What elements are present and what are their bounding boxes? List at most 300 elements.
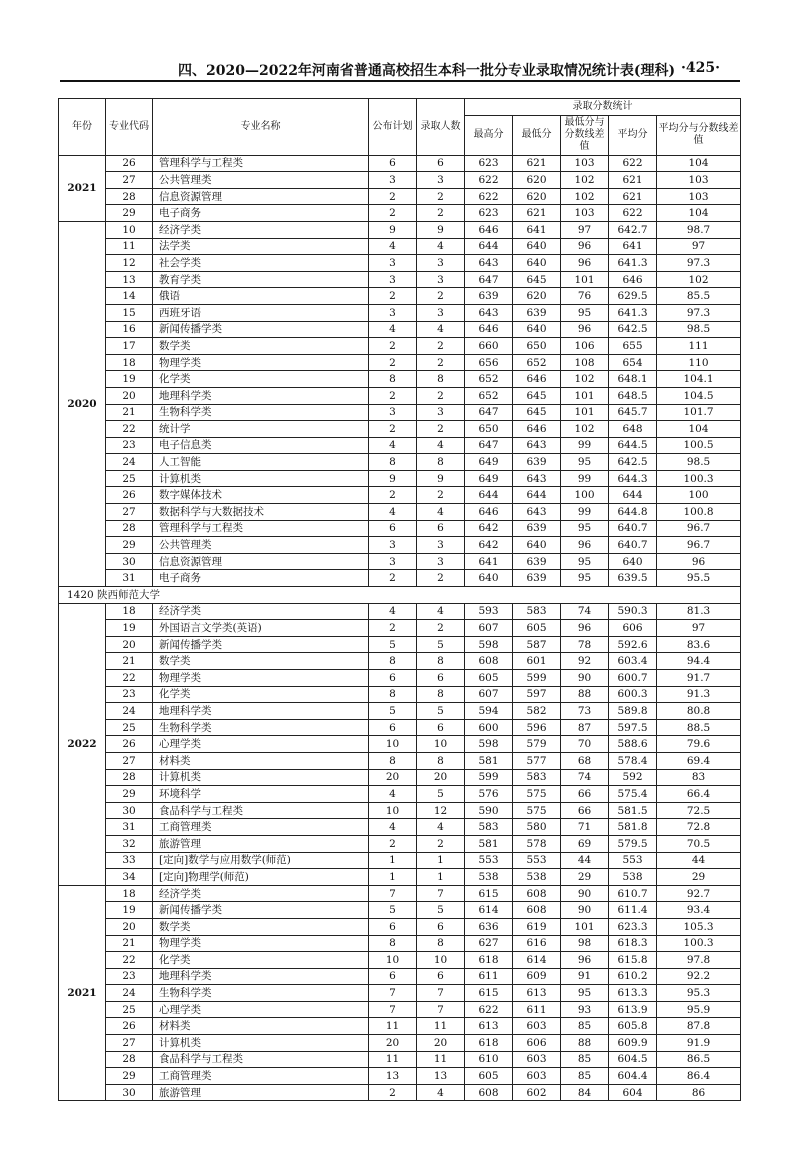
min-cell: 620	[513, 172, 561, 189]
plan-cell: 5	[369, 902, 417, 919]
min-cell: 643	[513, 437, 561, 454]
major-cell: 管理科学与工程类	[153, 155, 369, 172]
major-cell: 公共管理类	[153, 537, 369, 554]
avg-diff-cell: 101.7	[657, 404, 741, 421]
admitted-cell: 2	[417, 835, 465, 852]
avg-diff-cell: 104	[657, 421, 741, 438]
avg-diff-cell: 97.8	[657, 952, 741, 969]
avg-cell: 648.1	[609, 371, 657, 388]
plan-cell: 1	[369, 869, 417, 886]
col-major: 专业名称	[153, 99, 369, 156]
major-cell: 公共管理类	[153, 172, 369, 189]
code-cell: 22	[106, 952, 153, 969]
max-cell: 641	[465, 553, 513, 570]
min-diff-cell: 85	[561, 1068, 609, 1085]
avg-cell: 609.9	[609, 1035, 657, 1052]
min-diff-cell: 71	[561, 819, 609, 836]
admitted-cell: 2	[417, 387, 465, 404]
code-cell: 21	[106, 935, 153, 952]
major-cell: 物理学类	[153, 935, 369, 952]
avg-cell: 655	[609, 338, 657, 355]
plan-cell: 2	[369, 620, 417, 637]
min-diff-cell: 97	[561, 221, 609, 238]
admitted-cell: 13	[417, 1068, 465, 1085]
table-row	[59, 1001, 741, 1018]
plan-cell: 2	[369, 387, 417, 404]
avg-cell: 604.4	[609, 1068, 657, 1085]
max-cell: 615	[465, 885, 513, 902]
min-cell: 646	[513, 371, 561, 388]
min-diff-cell: 95	[561, 520, 609, 537]
major-cell: 环境科学	[153, 786, 369, 803]
code-cell: 13	[106, 271, 153, 288]
max-cell: 646	[465, 321, 513, 338]
avg-cell: 604	[609, 1084, 657, 1101]
avg-cell: 623.3	[609, 918, 657, 935]
code-cell: 12	[106, 255, 153, 272]
min-diff-cell: 96	[561, 537, 609, 554]
admitted-cell: 5	[417, 636, 465, 653]
min-diff-cell: 106	[561, 338, 609, 355]
major-cell: 数学类	[153, 338, 369, 355]
avg-cell: 588.6	[609, 736, 657, 753]
min-diff-cell: 98	[561, 935, 609, 952]
code-cell: 27	[106, 172, 153, 189]
min-diff-cell: 74	[561, 603, 609, 620]
admitted-cell: 7	[417, 1001, 465, 1018]
avg-diff-cell: 100.8	[657, 504, 741, 521]
major-cell: 数学类	[153, 918, 369, 935]
table-row	[59, 553, 741, 570]
avg-cell: 581.5	[609, 802, 657, 819]
min-diff-cell: 70	[561, 736, 609, 753]
max-cell: 647	[465, 271, 513, 288]
avg-diff-cell: 91.7	[657, 670, 741, 687]
code-cell: 31	[106, 570, 153, 587]
avg-cell: 622	[609, 205, 657, 222]
min-diff-cell: 100	[561, 487, 609, 504]
table-row	[59, 603, 741, 620]
plan-cell: 3	[369, 172, 417, 189]
min-diff-cell: 95	[561, 553, 609, 570]
major-cell: 化学类	[153, 371, 369, 388]
min-cell: 608	[513, 902, 561, 919]
max-cell: 599	[465, 769, 513, 786]
code-cell: 30	[106, 802, 153, 819]
avg-diff-cell: 85.5	[657, 288, 741, 305]
min-cell: 640	[513, 321, 561, 338]
avg-diff-cell: 87.8	[657, 1018, 741, 1035]
table-row	[59, 371, 741, 388]
avg-diff-cell: 86.4	[657, 1068, 741, 1085]
avg-cell: 642.7	[609, 221, 657, 238]
max-cell: 646	[465, 221, 513, 238]
max-cell: 646	[465, 504, 513, 521]
plan-cell: 2	[369, 338, 417, 355]
avg-diff-cell: 97	[657, 620, 741, 637]
plan-cell: 20	[369, 769, 417, 786]
avg-cell: 600.3	[609, 686, 657, 703]
admitted-cell: 5	[417, 902, 465, 919]
plan-cell: 4	[369, 238, 417, 255]
avg-diff-cell: 96	[657, 553, 741, 570]
min-diff-cell: 85	[561, 1051, 609, 1068]
max-cell: 652	[465, 387, 513, 404]
plan-cell: 11	[369, 1018, 417, 1035]
avg-diff-cell: 92.2	[657, 968, 741, 985]
min-diff-cell: 99	[561, 437, 609, 454]
major-cell: 食品科学与工程类	[153, 1051, 369, 1068]
table-row	[59, 1084, 741, 1101]
avg-cell: 575.4	[609, 786, 657, 803]
major-cell: 经济学类	[153, 221, 369, 238]
min-diff-cell: 68	[561, 752, 609, 769]
plan-cell: 5	[369, 703, 417, 720]
admitted-cell: 3	[417, 255, 465, 272]
code-cell: 32	[106, 835, 153, 852]
code-cell: 11	[106, 238, 153, 255]
min-cell: 640	[513, 238, 561, 255]
admitted-cell: 6	[417, 670, 465, 687]
max-cell: 607	[465, 686, 513, 703]
table-row	[59, 470, 741, 487]
min-cell: 652	[513, 354, 561, 371]
min-cell: 621	[513, 155, 561, 172]
min-cell: 579	[513, 736, 561, 753]
min-cell: 639	[513, 553, 561, 570]
max-cell: 640	[465, 570, 513, 587]
plan-cell: 13	[369, 1068, 417, 1085]
min-diff-cell: 93	[561, 1001, 609, 1018]
table-row	[59, 221, 741, 238]
min-cell: 578	[513, 835, 561, 852]
year-cell: 2022	[59, 603, 106, 885]
max-cell: 610	[465, 1051, 513, 1068]
admitted-cell: 2	[417, 354, 465, 371]
min-diff-cell: 101	[561, 387, 609, 404]
major-cell: 生物科学类	[153, 985, 369, 1002]
code-cell: 25	[106, 470, 153, 487]
code-cell: 34	[106, 869, 153, 886]
major-cell: 电子信息类	[153, 437, 369, 454]
table-row	[59, 205, 741, 222]
min-diff-cell: 101	[561, 271, 609, 288]
code-cell: 23	[106, 686, 153, 703]
major-cell: 地理科学类	[153, 703, 369, 720]
table-row	[59, 155, 741, 172]
min-diff-cell: 85	[561, 1018, 609, 1035]
avg-cell: 581.8	[609, 819, 657, 836]
min-diff-cell: 69	[561, 835, 609, 852]
plan-cell: 3	[369, 304, 417, 321]
code-cell: 14	[106, 288, 153, 305]
code-cell: 26	[106, 487, 153, 504]
major-cell: 统计学	[153, 421, 369, 438]
min-cell: 609	[513, 968, 561, 985]
min-diff-cell: 84	[561, 1084, 609, 1101]
plan-cell: 11	[369, 1051, 417, 1068]
plan-cell: 8	[369, 686, 417, 703]
plan-cell: 2	[369, 487, 417, 504]
avg-diff-cell: 100.3	[657, 935, 741, 952]
max-cell: 581	[465, 752, 513, 769]
plan-cell: 4	[369, 603, 417, 620]
min-cell: 602	[513, 1084, 561, 1101]
max-cell: 642	[465, 520, 513, 537]
admission-table	[58, 98, 741, 1101]
avg-cell: 642.5	[609, 454, 657, 471]
major-cell: 心理学类	[153, 1001, 369, 1018]
avg-diff-cell: 80.8	[657, 703, 741, 720]
code-cell: 29	[106, 1068, 153, 1085]
plan-cell: 6	[369, 155, 417, 172]
major-cell: 信息资源管理	[153, 553, 369, 570]
min-cell: 553	[513, 852, 561, 869]
admitted-cell: 3	[417, 172, 465, 189]
code-cell: 25	[106, 719, 153, 736]
table-row	[59, 288, 741, 305]
min-cell: 606	[513, 1035, 561, 1052]
avg-diff-cell: 110	[657, 354, 741, 371]
table-row	[59, 968, 741, 985]
major-cell: 信息资源管理	[153, 188, 369, 205]
avg-diff-cell: 104	[657, 205, 741, 222]
max-cell: 647	[465, 437, 513, 454]
plan-cell: 4	[369, 819, 417, 836]
min-diff-cell: 96	[561, 238, 609, 255]
code-cell: 18	[106, 354, 153, 371]
min-diff-cell: 90	[561, 902, 609, 919]
table-row	[59, 736, 741, 753]
plan-cell: 3	[369, 271, 417, 288]
avg-cell: 610.7	[609, 885, 657, 902]
code-cell: 26	[106, 736, 153, 753]
min-cell: 582	[513, 703, 561, 720]
admitted-cell: 6	[417, 719, 465, 736]
min-cell: 575	[513, 786, 561, 803]
code-cell: 30	[106, 553, 153, 570]
max-cell: 643	[465, 255, 513, 272]
avg-cell: 641.3	[609, 255, 657, 272]
major-cell: 数字媒体技术	[153, 487, 369, 504]
min-cell: 580	[513, 819, 561, 836]
code-cell: 17	[106, 338, 153, 355]
max-cell: 623	[465, 205, 513, 222]
plan-cell: 2	[369, 570, 417, 587]
min-cell: 641	[513, 221, 561, 238]
max-cell: 639	[465, 288, 513, 305]
min-cell: 597	[513, 686, 561, 703]
avg-diff-cell: 103	[657, 188, 741, 205]
major-cell: 西班牙语	[153, 304, 369, 321]
major-cell: 物理学类	[153, 354, 369, 371]
major-cell: 生物科学类	[153, 719, 369, 736]
major-cell: 新闻传播学类	[153, 636, 369, 653]
code-cell: 28	[106, 520, 153, 537]
admitted-cell: 2	[417, 570, 465, 587]
max-cell: 538	[465, 869, 513, 886]
major-cell: 外国语言文学类(英语)	[153, 620, 369, 637]
code-cell: 20	[106, 387, 153, 404]
avg-cell: 600.7	[609, 670, 657, 687]
plan-cell: 4	[369, 437, 417, 454]
plan-cell: 6	[369, 918, 417, 935]
max-cell: 605	[465, 1068, 513, 1085]
code-cell: 33	[106, 852, 153, 869]
major-cell: 计算机类	[153, 1035, 369, 1052]
col-year: 年份	[59, 99, 106, 156]
max-cell: 660	[465, 338, 513, 355]
admitted-cell: 4	[417, 238, 465, 255]
max-cell: 636	[465, 918, 513, 935]
table-row	[59, 487, 741, 504]
code-cell: 15	[106, 304, 153, 321]
major-cell: 电子商务	[153, 570, 369, 587]
major-cell: 管理科学与工程类	[153, 520, 369, 537]
table-row	[59, 802, 741, 819]
code-cell: 24	[106, 703, 153, 720]
avg-diff-cell: 104.5	[657, 387, 741, 404]
avg-cell: 618.3	[609, 935, 657, 952]
avg-diff-cell: 72.8	[657, 819, 741, 836]
table-row	[59, 819, 741, 836]
header-rule	[60, 80, 740, 82]
code-cell: 20	[106, 636, 153, 653]
avg-diff-cell: 81.3	[657, 603, 741, 620]
avg-cell: 622	[609, 155, 657, 172]
min-diff-cell: 96	[561, 255, 609, 272]
max-cell: 581	[465, 835, 513, 852]
admitted-cell: 8	[417, 653, 465, 670]
major-cell: 计算机类	[153, 769, 369, 786]
table-row	[59, 719, 741, 736]
col-min-diff: 最低分与分数线差值	[561, 115, 609, 155]
plan-cell: 4	[369, 321, 417, 338]
major-cell: 数学类	[153, 653, 369, 670]
avg-diff-cell: 95.5	[657, 570, 741, 587]
code-cell: 27	[106, 504, 153, 521]
min-diff-cell: 99	[561, 470, 609, 487]
min-diff-cell: 101	[561, 918, 609, 935]
avg-diff-cell: 100.3	[657, 470, 741, 487]
major-cell: 计算机类	[153, 470, 369, 487]
admitted-cell: 3	[417, 553, 465, 570]
min-cell: 644	[513, 487, 561, 504]
avg-diff-cell: 104	[657, 155, 741, 172]
plan-cell: 8	[369, 935, 417, 952]
year-cell: 2020	[59, 221, 106, 586]
avg-diff-cell: 97.3	[657, 255, 741, 272]
min-diff-cell: 29	[561, 869, 609, 886]
code-cell: 22	[106, 670, 153, 687]
avg-cell: 646	[609, 271, 657, 288]
code-cell: 20	[106, 918, 153, 935]
admitted-cell: 3	[417, 271, 465, 288]
code-cell: 30	[106, 1084, 153, 1101]
table-row	[59, 952, 741, 969]
code-cell: 24	[106, 985, 153, 1002]
admitted-cell: 9	[417, 221, 465, 238]
plan-cell: 8	[369, 752, 417, 769]
avg-diff-cell: 95.9	[657, 1001, 741, 1018]
major-cell: [定向]数学与应用数学(师范)	[153, 852, 369, 869]
code-cell: 27	[106, 752, 153, 769]
code-cell: 29	[106, 786, 153, 803]
major-cell: 旅游管理	[153, 835, 369, 852]
table-row	[59, 786, 741, 803]
admitted-cell: 4	[417, 504, 465, 521]
page-title: 四、2020—2022年河南省普通高校招生本科一批分专业录取情况统计表(理科)	[178, 63, 676, 79]
admitted-cell: 4	[417, 321, 465, 338]
table-row	[59, 172, 741, 189]
min-cell: 599	[513, 670, 561, 687]
avg-cell: 538	[609, 869, 657, 886]
min-cell: 616	[513, 935, 561, 952]
min-cell: 608	[513, 885, 561, 902]
avg-diff-cell: 79.6	[657, 736, 741, 753]
avg-cell: 553	[609, 852, 657, 869]
table-row	[59, 504, 741, 521]
table-row	[59, 354, 741, 371]
min-cell: 614	[513, 952, 561, 969]
admitted-cell: 5	[417, 786, 465, 803]
major-cell: 数据科学与大数据技术	[153, 504, 369, 521]
min-cell: 575	[513, 802, 561, 819]
avg-diff-cell: 83.6	[657, 636, 741, 653]
table-row	[59, 752, 741, 769]
avg-cell: 644.5	[609, 437, 657, 454]
avg-cell: 644	[609, 487, 657, 504]
avg-cell: 611.4	[609, 902, 657, 919]
avg-cell: 644.3	[609, 470, 657, 487]
code-cell: 31	[106, 819, 153, 836]
avg-cell: 615.8	[609, 952, 657, 969]
admitted-cell: 11	[417, 1051, 465, 1068]
major-cell: 电子商务	[153, 205, 369, 222]
table-row	[59, 885, 741, 902]
min-diff-cell: 78	[561, 636, 609, 653]
max-cell: 608	[465, 1084, 513, 1101]
plan-cell: 20	[369, 1035, 417, 1052]
major-cell: 工商管理类	[153, 1068, 369, 1085]
avg-cell: 603.4	[609, 653, 657, 670]
code-cell: 25	[106, 1001, 153, 1018]
admitted-cell: 10	[417, 952, 465, 969]
code-cell: 29	[106, 537, 153, 554]
plan-cell: 3	[369, 537, 417, 554]
plan-cell: 2	[369, 354, 417, 371]
table-row	[59, 304, 741, 321]
min-cell: 538	[513, 869, 561, 886]
admitted-cell: 20	[417, 769, 465, 786]
code-cell: 29	[106, 205, 153, 222]
min-diff-cell: 91	[561, 968, 609, 985]
max-cell: 647	[465, 404, 513, 421]
table-row	[59, 852, 741, 869]
min-cell: 650	[513, 338, 561, 355]
avg-cell: 592	[609, 769, 657, 786]
major-cell: 新闻传播学类	[153, 902, 369, 919]
max-cell: 649	[465, 454, 513, 471]
code-cell: 26	[106, 155, 153, 172]
col-stats: 录取分数统计	[465, 99, 741, 116]
max-cell: 590	[465, 802, 513, 819]
avg-diff-cell: 98.5	[657, 454, 741, 471]
min-cell: 587	[513, 636, 561, 653]
plan-cell: 2	[369, 288, 417, 305]
max-cell: 623	[465, 155, 513, 172]
avg-diff-cell: 92.7	[657, 885, 741, 902]
